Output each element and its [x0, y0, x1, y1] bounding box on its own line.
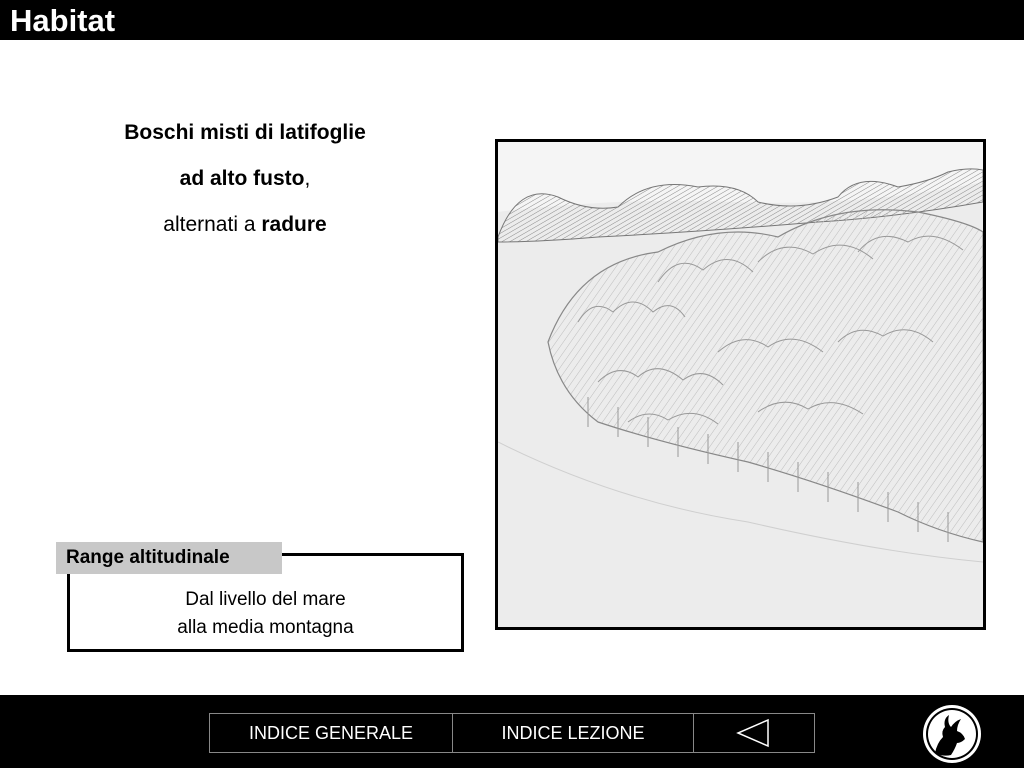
- lesson-index-button[interactable]: INDICE LEZIONE: [452, 714, 693, 752]
- altitude-range-line-1: Dal livello del mare: [185, 589, 346, 610]
- description-forest-type: Boschi misti di latifoglie: [124, 121, 366, 144]
- description-clearings: radure: [261, 213, 327, 236]
- description-comma: ,: [304, 167, 311, 190]
- description-line-3: [60, 202, 430, 248]
- description-line-1: [60, 110, 430, 156]
- back-button[interactable]: [693, 714, 814, 752]
- altitude-range-line-2: alla media montagna: [177, 617, 354, 638]
- forest-illustration: [495, 139, 986, 630]
- left-triangle-icon: [736, 718, 770, 748]
- altitude-range-text: [70, 586, 461, 642]
- header-bar: [0, 0, 1024, 40]
- general-index-button[interactable]: INDICE GENERALE: [248, 723, 414, 743]
- altitude-range-label: Range altitudinale: [66, 547, 230, 568]
- habitat-description: [60, 110, 430, 248]
- page-title: Habitat: [10, 3, 116, 38]
- description-alternated: alternati a: [163, 213, 262, 236]
- description-line-2: [60, 156, 430, 202]
- altitude-range-tab: [56, 542, 282, 574]
- footer-navigation: [209, 713, 815, 753]
- forest-sketch-image: [498, 142, 983, 627]
- deer-head-icon: [921, 703, 983, 765]
- description-tree-height: ad alto fusto: [179, 167, 305, 190]
